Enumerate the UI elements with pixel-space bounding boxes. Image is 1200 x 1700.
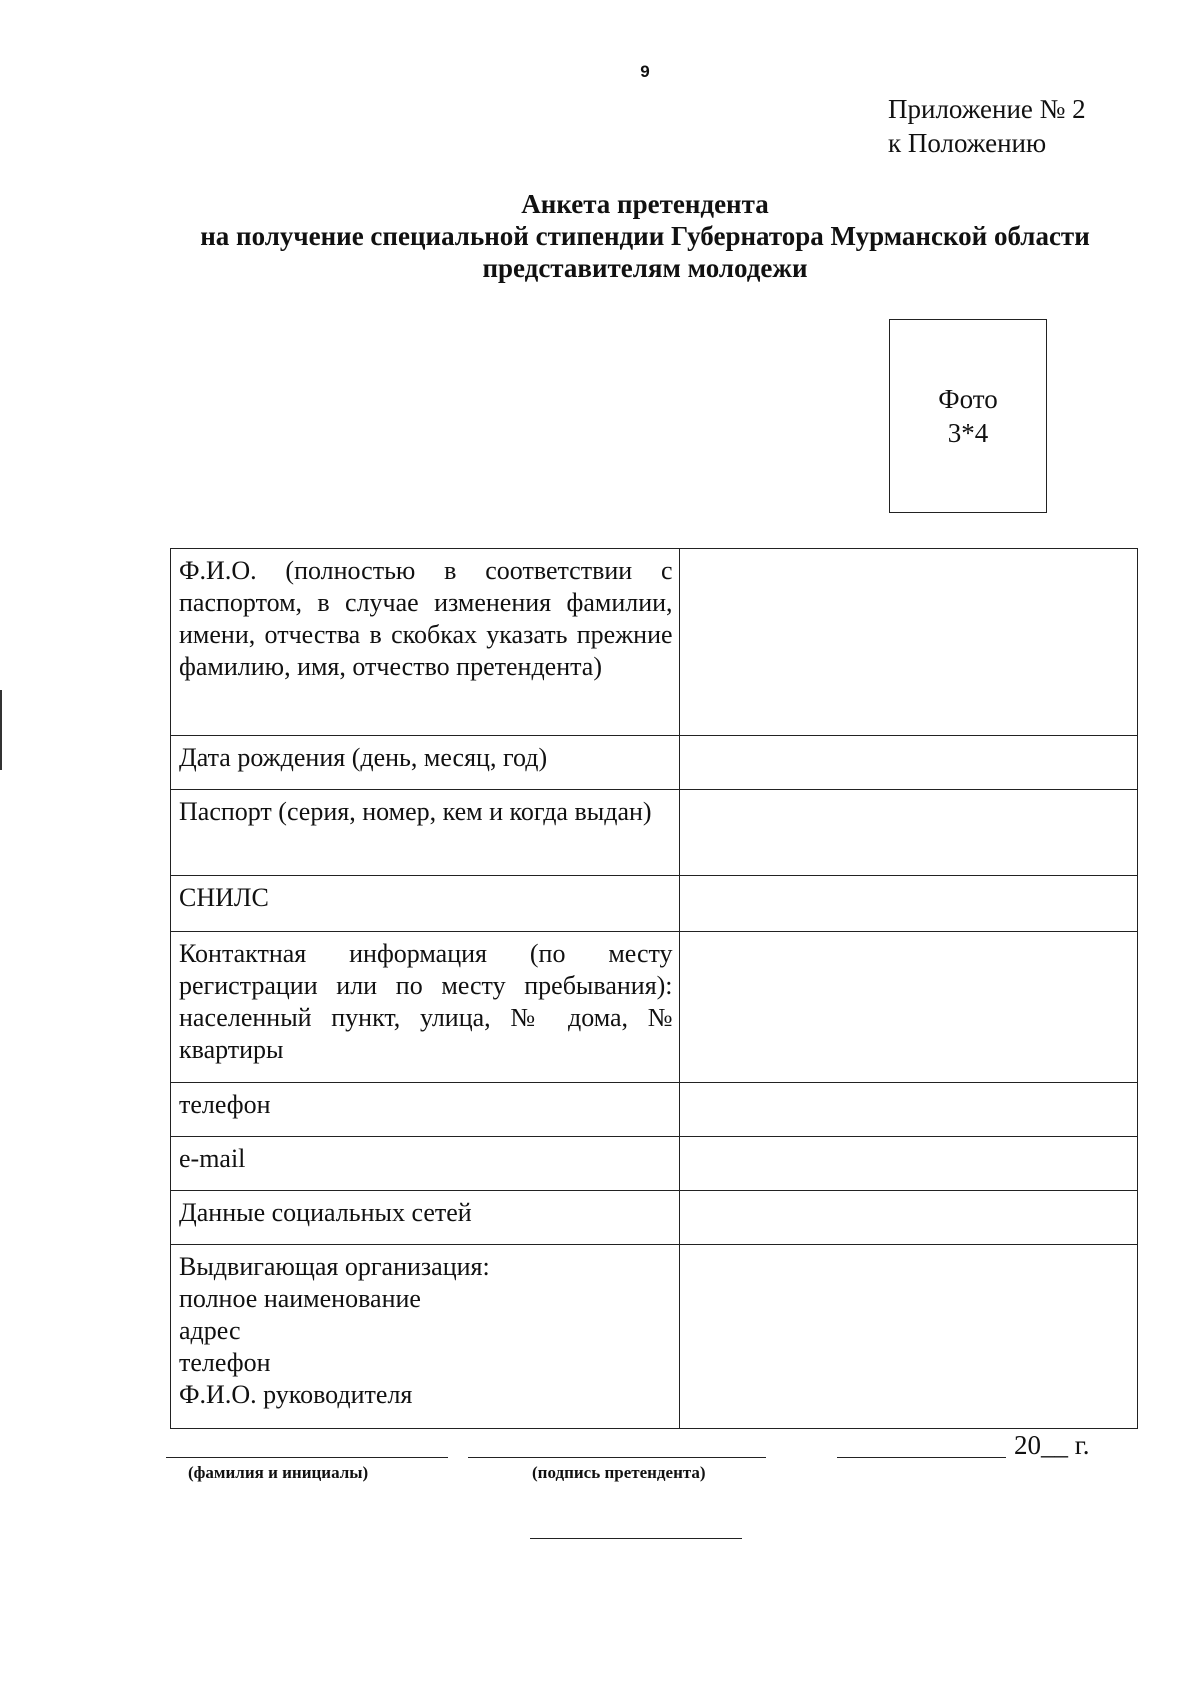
nominating-org-heading: Выдвигающая организация: bbox=[179, 1252, 490, 1281]
table-row bbox=[171, 1083, 1138, 1137]
field-value-email[interactable] bbox=[679, 1137, 1137, 1191]
photo-placeholder bbox=[889, 319, 1047, 513]
field-value-contact-info[interactable] bbox=[679, 932, 1137, 1083]
field-label-contact-info: Контактная информация (по месту регистрации или по месту пребывания): населенный пункт, улица, № дома, № квартиры bbox=[171, 932, 680, 1083]
name-signature-line[interactable] bbox=[166, 1457, 448, 1458]
field-value-birth-date[interactable] bbox=[679, 736, 1137, 790]
signature-caption: (подпись претендента) bbox=[532, 1463, 706, 1482]
field-value-snils[interactable] bbox=[679, 876, 1137, 932]
photo-size: 3*4 bbox=[947, 418, 989, 448]
scan-edge-mark bbox=[0, 690, 2, 770]
table-row bbox=[171, 790, 1138, 876]
title-line-1: Анкета претендента bbox=[521, 189, 769, 219]
field-value-phone[interactable] bbox=[679, 1083, 1137, 1137]
field-label-email: e-mail bbox=[171, 1137, 680, 1191]
closing-separator-line bbox=[530, 1538, 742, 1539]
field-value-nominating-org[interactable] bbox=[679, 1245, 1137, 1429]
document-title bbox=[120, 188, 1170, 284]
title-line-3: представителям молодежи bbox=[482, 253, 808, 283]
applicant-form-table bbox=[170, 548, 1138, 1429]
table-row bbox=[171, 549, 1138, 736]
field-label-passport: Паспорт (серия, номер, кем и когда выдан) bbox=[171, 790, 680, 876]
table-row bbox=[171, 932, 1138, 1083]
nominating-org-full-name: полное наименование bbox=[179, 1284, 421, 1313]
signature-line[interactable] bbox=[468, 1457, 766, 1458]
table-row bbox=[171, 736, 1138, 790]
table-row bbox=[171, 1245, 1138, 1429]
appendix-note bbox=[888, 92, 1086, 160]
field-value-fio[interactable] bbox=[679, 549, 1137, 736]
date-line[interactable] bbox=[837, 1457, 1006, 1458]
field-label-social-networks: Данные социальных сетей bbox=[171, 1191, 680, 1245]
field-label-snils: СНИЛС bbox=[171, 876, 680, 932]
appendix-number: Приложение № 2 bbox=[888, 94, 1086, 124]
field-value-passport[interactable] bbox=[679, 790, 1137, 876]
field-label-fio: Ф.И.О. (полностью в соответствии с паспортом, в случае изменения фамилии, имени, отчества в скобках указать прежние фамилию, имя, отчество претендента) bbox=[171, 549, 680, 736]
title-line-2: на получение специальной стипендии Губернатора Мурманской области bbox=[200, 221, 1090, 251]
field-value-social-networks[interactable] bbox=[679, 1191, 1137, 1245]
nominating-org-phone: телефон bbox=[179, 1348, 271, 1377]
field-label-birth-date: Дата рождения (день, месяц, год) bbox=[171, 736, 680, 790]
table-row bbox=[171, 1191, 1138, 1245]
name-caption: (фамилия и инициалы) bbox=[188, 1463, 369, 1482]
appendix-reference: к Положению bbox=[888, 128, 1047, 158]
photo-label: Фото bbox=[938, 384, 998, 414]
year-text: 20__ г. bbox=[1014, 1430, 1090, 1460]
page-number: 9 bbox=[640, 62, 650, 81]
table-row bbox=[171, 1137, 1138, 1191]
field-label-nominating-org bbox=[171, 1245, 680, 1429]
nominating-org-address: адрес bbox=[179, 1316, 241, 1345]
table-row bbox=[171, 876, 1138, 932]
field-label-phone: телефон bbox=[171, 1083, 680, 1137]
nominating-org-head-name: Ф.И.О. руководителя bbox=[179, 1380, 413, 1409]
